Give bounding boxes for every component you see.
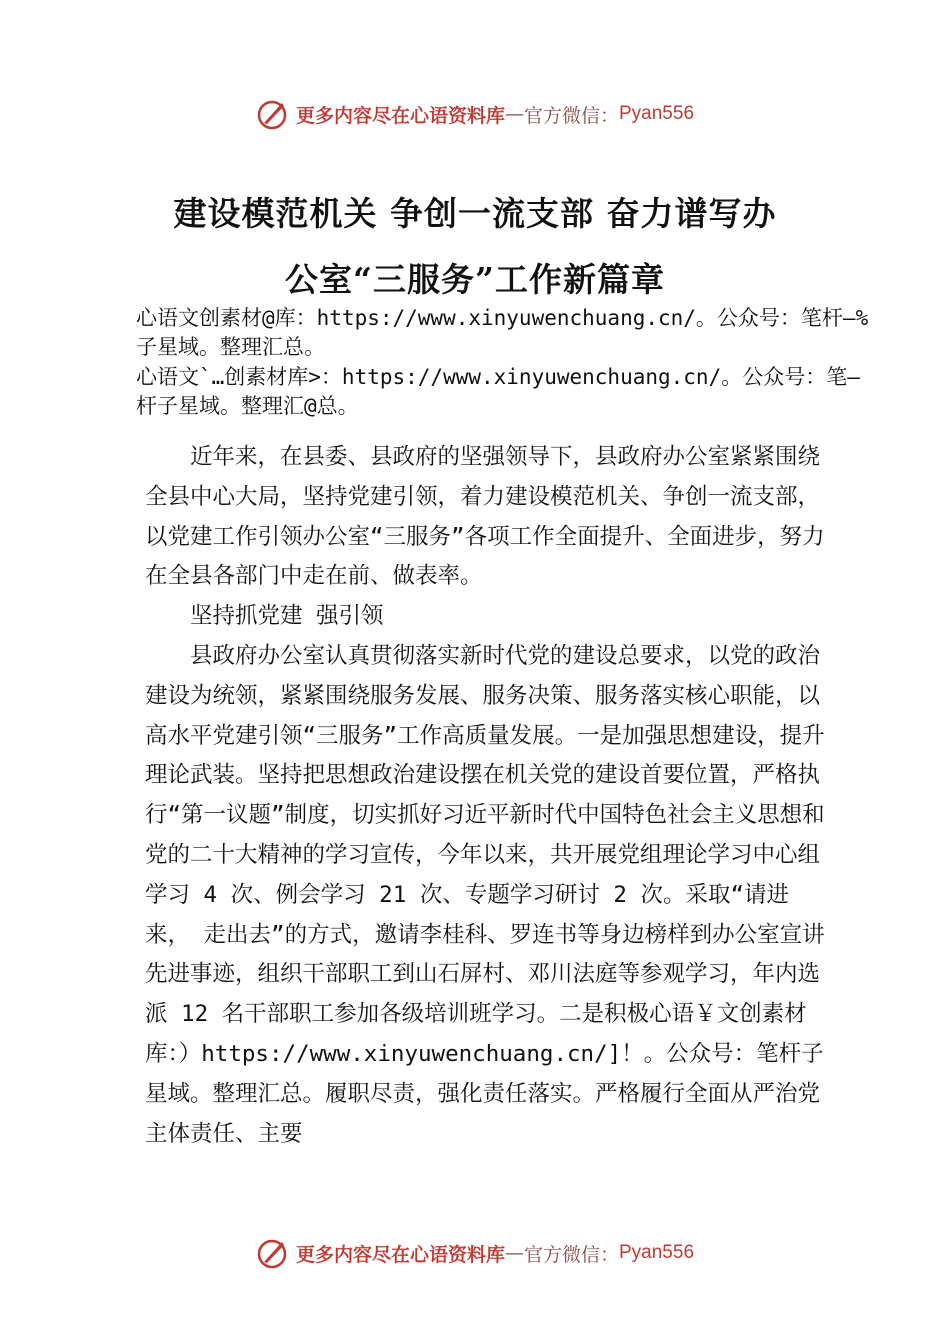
paragraph-section-1: 县政府办公室认真贯彻落实新时代党的建设总要求，以党的政治建设为统领，紧紧围绕服务发展、服务决策、服务落实核心职能，以高水平党建引领“三服务”工作高质量发展。一是加强思想建设，提升理论武装。坚持把思想政治建设摆在机关党的建设首要位置，严格执行“第一议题”制度，切实抓好习近平新时代中国特色社会主义思想和党的二十大精神的学习宣传，今年以来，共开展党组理论学习中心组学习 4 次、例会学习 21 次、专题学习研讨 2 次。采取“请进来， 走出去”的方式，邀请李桂科、罗连书等身边榜样到办公室宣讲先进事迹，组织干部职工到山石屏村、邓川法庭等参观学习，年内选派 12 名干部职工参加各级培训班学习。二是积极心语￥文创素材库：）https://www.xinyuwenchuang.cn/]！。公众号：笔杆子星域。整理汇总。履职尽责，强化责任落实。严格履行全面从严治党主体责任、主要 bbox=[145, 642, 825, 1147]
footer-official-label: 官方微信： bbox=[523, 1243, 619, 1266]
source-note-1: 心语文创素材@库：https://www.xinyuwenchuang.cn/。公众号：笔杆—%子星域。整理汇总。 bbox=[136, 306, 869, 359]
footer-banner bbox=[0, 1233, 950, 1273]
footer-wechat-id: Pyan556 bbox=[619, 1242, 695, 1263]
banner-dash: — bbox=[504, 103, 524, 125]
quill-logo-icon bbox=[256, 1236, 290, 1270]
header-banner bbox=[0, 94, 950, 134]
document-title-line1: 建设模范机关 争创一流支部 奋力谱写办 bbox=[173, 194, 777, 233]
banner-promo-text: 更多内容尽在心语资料库 bbox=[295, 104, 505, 127]
footer-dash: — bbox=[504, 1242, 524, 1264]
paragraph-intro: 近年来，在县委、县政府的坚强领导下，县政府办公室紧紧围绕全县中心大局，坚持党建引领，着力建设模范机关、争创一流支部，以党建工作引领办公室“三服务”各项工作全面提升、全面进步，努力在全县各部门中走在前、做表率。 bbox=[145, 444, 825, 590]
document-body bbox=[145, 438, 825, 1154]
source-note-2: 心语文`…创素材库>：https://www.xinyuwenchuang.cn/。公众号：笔—杆子星域。整理汇@总。 bbox=[136, 365, 860, 418]
quill-logo-icon bbox=[256, 97, 290, 131]
footer-promo-text: 更多内容尽在心语资料库 bbox=[295, 1243, 505, 1266]
document-title-line2: 公室“三服务”工作新篇章 bbox=[285, 260, 665, 299]
banner-wechat-id: Pyan556 bbox=[619, 103, 695, 124]
section-heading: 坚持抓党建 强引领 bbox=[190, 603, 384, 630]
banner-official-label: 官方微信： bbox=[523, 104, 619, 127]
